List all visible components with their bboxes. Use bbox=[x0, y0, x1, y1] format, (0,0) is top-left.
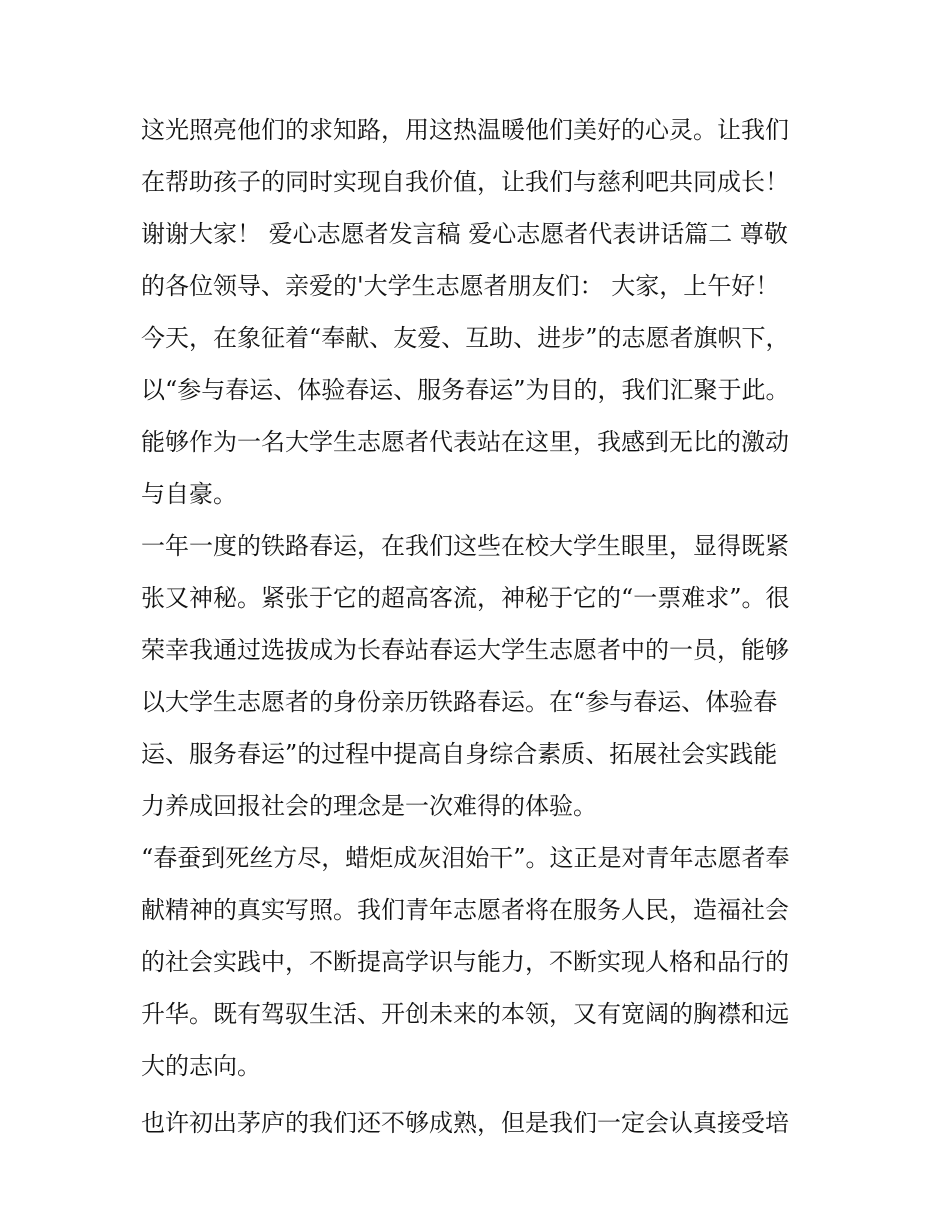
text-line: 的各位领导、亲爱的'大学生志愿者朋友们： 大家，上午好！ bbox=[141, 272, 780, 300]
text-line: “春蚕到死丝方尽，蜡炬成灰泪始干”。这正是对青年志愿者奉 bbox=[141, 844, 790, 872]
text-line: 的社会实践中，不断提高学识与能力，不断实现人格和品行的 bbox=[141, 948, 789, 976]
text-line: 荣幸我通过选拔成为长春站春运大学生志愿者中的一员，能够 bbox=[141, 636, 789, 664]
text-line: 一年一度的铁路春运，在我们这些在校大学生眼里，显得既紧 bbox=[141, 532, 789, 560]
text-line: 也许初出茅庐的我们还不够成熟，但是我们一定会认真接受培 bbox=[141, 1109, 789, 1137]
text-line: 运、服务春运”的过程中提高自身综合素质、拓展社会实践能 bbox=[141, 740, 778, 768]
text-line: 今天，在象征着“奉献、友爱、互助、进步”的志愿者旗帜下， bbox=[141, 324, 790, 352]
text-line: 能够作为一名大学生志愿者代表站在这里，我感到无比的激动 bbox=[141, 428, 789, 456]
body-text bbox=[141, 104, 813, 1149]
text-line: 力养成回报社会的理念是一次难得的体验。 bbox=[141, 792, 597, 820]
text-line: 升华。既有驾驭生活、开创未来的本领，又有宽阔的胸襟和远 bbox=[141, 1000, 789, 1028]
text-line: 大的志向。 bbox=[141, 1052, 261, 1080]
text-line: 与自豪。 bbox=[141, 480, 237, 508]
text-line: 在帮助孩子的同时实现自我价值，让我们与慈利吧共同成长！ bbox=[141, 168, 789, 196]
text-line: 以大学生志愿者的身份亲历铁路春运。在“参与春运、体验春 bbox=[141, 688, 778, 716]
text-line: 张又神秘。紧张于它的超高客流，神秘于它的“一票难求”。很 bbox=[141, 584, 790, 612]
text-line: 以“参与春运、体验春运、服务春运”为目的，我们汇聚于此。 bbox=[141, 376, 790, 404]
text-line: 谢谢大家！ 爱心志愿者发言稿 爱心志愿者代表讲话篇二 尊敬 bbox=[141, 220, 788, 248]
text-line: 这光照亮他们的求知路，用这热温暖他们美好的心灵。让我们 bbox=[141, 116, 789, 144]
text-line: 献精神的真实写照。我们青年志愿者将在服务人民，造福社会 bbox=[141, 896, 789, 924]
